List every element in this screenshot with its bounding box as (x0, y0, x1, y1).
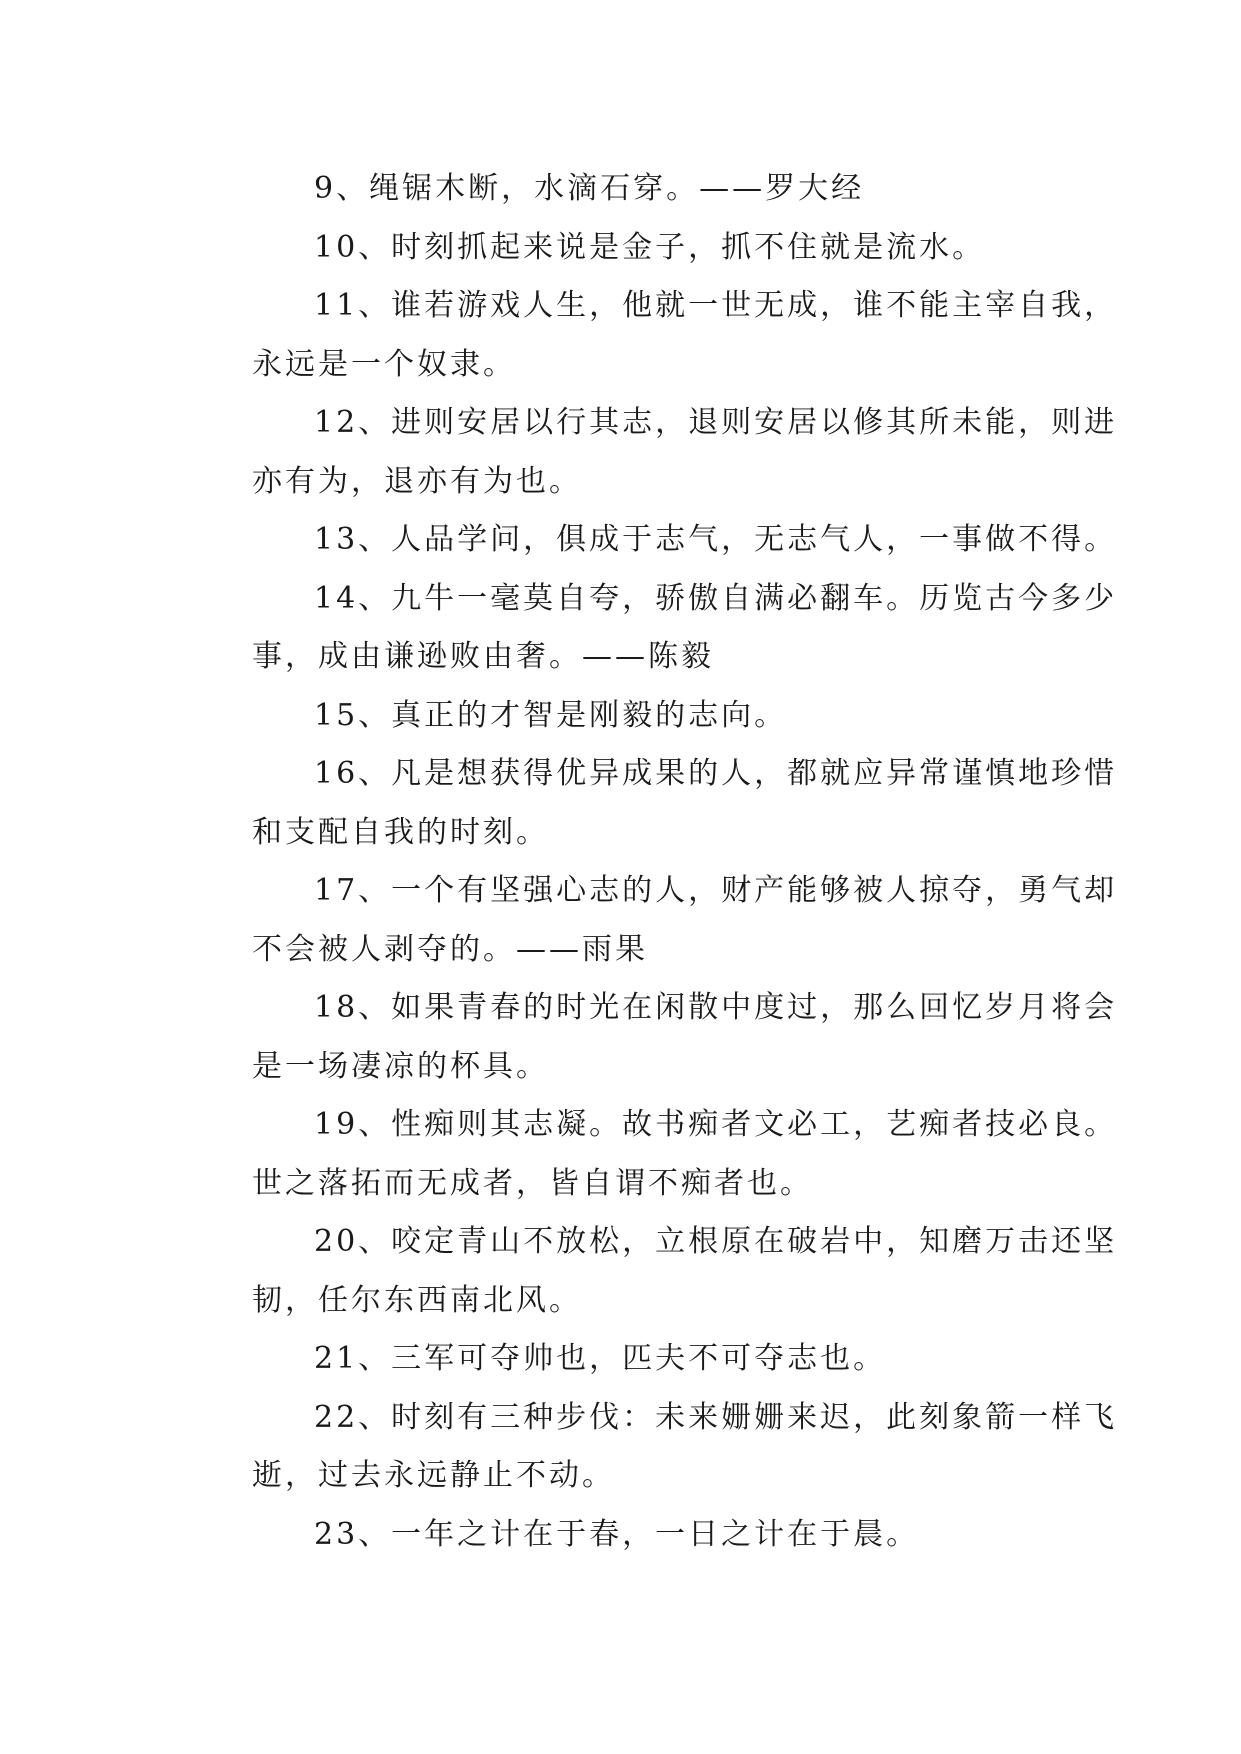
quote-19 (190, 1096, 1118, 1213)
quote-line: 23、一年之计在于春，一日之计在于晨。 (314, 1516, 920, 1552)
quote-16 (190, 745, 1118, 862)
quote-line: 22、时刻有三种步伐：未来姗姗来迟，此刻象箭一样飞 (314, 1399, 1118, 1435)
quote-line: 11、谁若游戏人生，他就一世无成，谁不能主宰自我， (314, 288, 1118, 323)
quote-line: 18、如果青春的时光在闲散中度过，那么回忆岁月将会 (314, 990, 1118, 1025)
quote-line: 13、人品学问，俱成于志气，无志气人，一事做不得。 (314, 522, 1118, 557)
quote-line: 是一场凄凉的杯具。 (252, 1048, 549, 1084)
quote-line: 和支配自我的时刻。 (252, 814, 549, 850)
quote-line: 韧，任尔东西南北风。 (252, 1282, 582, 1318)
quote-line: 9、绳锯木断，水滴石穿。——罗大经 (314, 171, 865, 206)
quote-line: 15、真正的才智是刚毅的志向。 (314, 697, 788, 733)
quote-23 (190, 1506, 1070, 1565)
quote-line: 19、性痴则其志凝。故书痴者文必工，艺痴者技必良。 (314, 1107, 1118, 1142)
quote-13 (190, 511, 1118, 570)
quote-list (190, 160, 1118, 1564)
quote-15 (190, 687, 1070, 746)
quote-17 (190, 862, 1118, 979)
quote-14 (190, 570, 1118, 687)
quote-line: 世之落拓而无成者，皆自谓不痴者也。 (252, 1165, 813, 1201)
quote-line: 16、凡是想获得优异成果的人，都就应异常谨慎地珍惜 (314, 756, 1118, 791)
quote-line: 10、时刻抓起来说是金子，抓不住就是流水。 (314, 229, 986, 265)
quote-9 (190, 160, 1070, 219)
quote-line: 亦有为，退亦有为也。 (252, 463, 582, 499)
quote-line: 20、咬定青山不放松，立根原在破岩中，知磨万击还坚 (314, 1224, 1118, 1259)
quote-line: 永远是一个奴隶。 (252, 346, 516, 382)
quote-line: 21、三军可夺帅也，匹夫不可夺志也。 (314, 1341, 887, 1376)
quote-10 (190, 219, 1070, 278)
quote-line: 不会被人剥夺的。——雨果 (252, 931, 648, 967)
quote-line: 17、一个有坚强心志的人，财产能够被人掠夺，勇气却 (314, 873, 1118, 908)
quote-21 (190, 1330, 1070, 1389)
quote-20 (190, 1213, 1118, 1330)
quote-12 (190, 394, 1118, 511)
quote-18 (190, 979, 1118, 1096)
quote-22 (190, 1389, 1118, 1506)
quote-line: 事，成由谦逊败由奢。——陈毅 (252, 639, 714, 674)
quote-11 (190, 277, 1118, 394)
quote-line: 逝，过去永远静止不动。 (252, 1458, 615, 1493)
quote-line: 14、九牛一毫莫自夸，骄傲自满必翻车。历览古今多少 (314, 580, 1118, 616)
quote-line: 12、进则安居以行其志，退则安居以修其所未能，则进 (314, 405, 1118, 440)
